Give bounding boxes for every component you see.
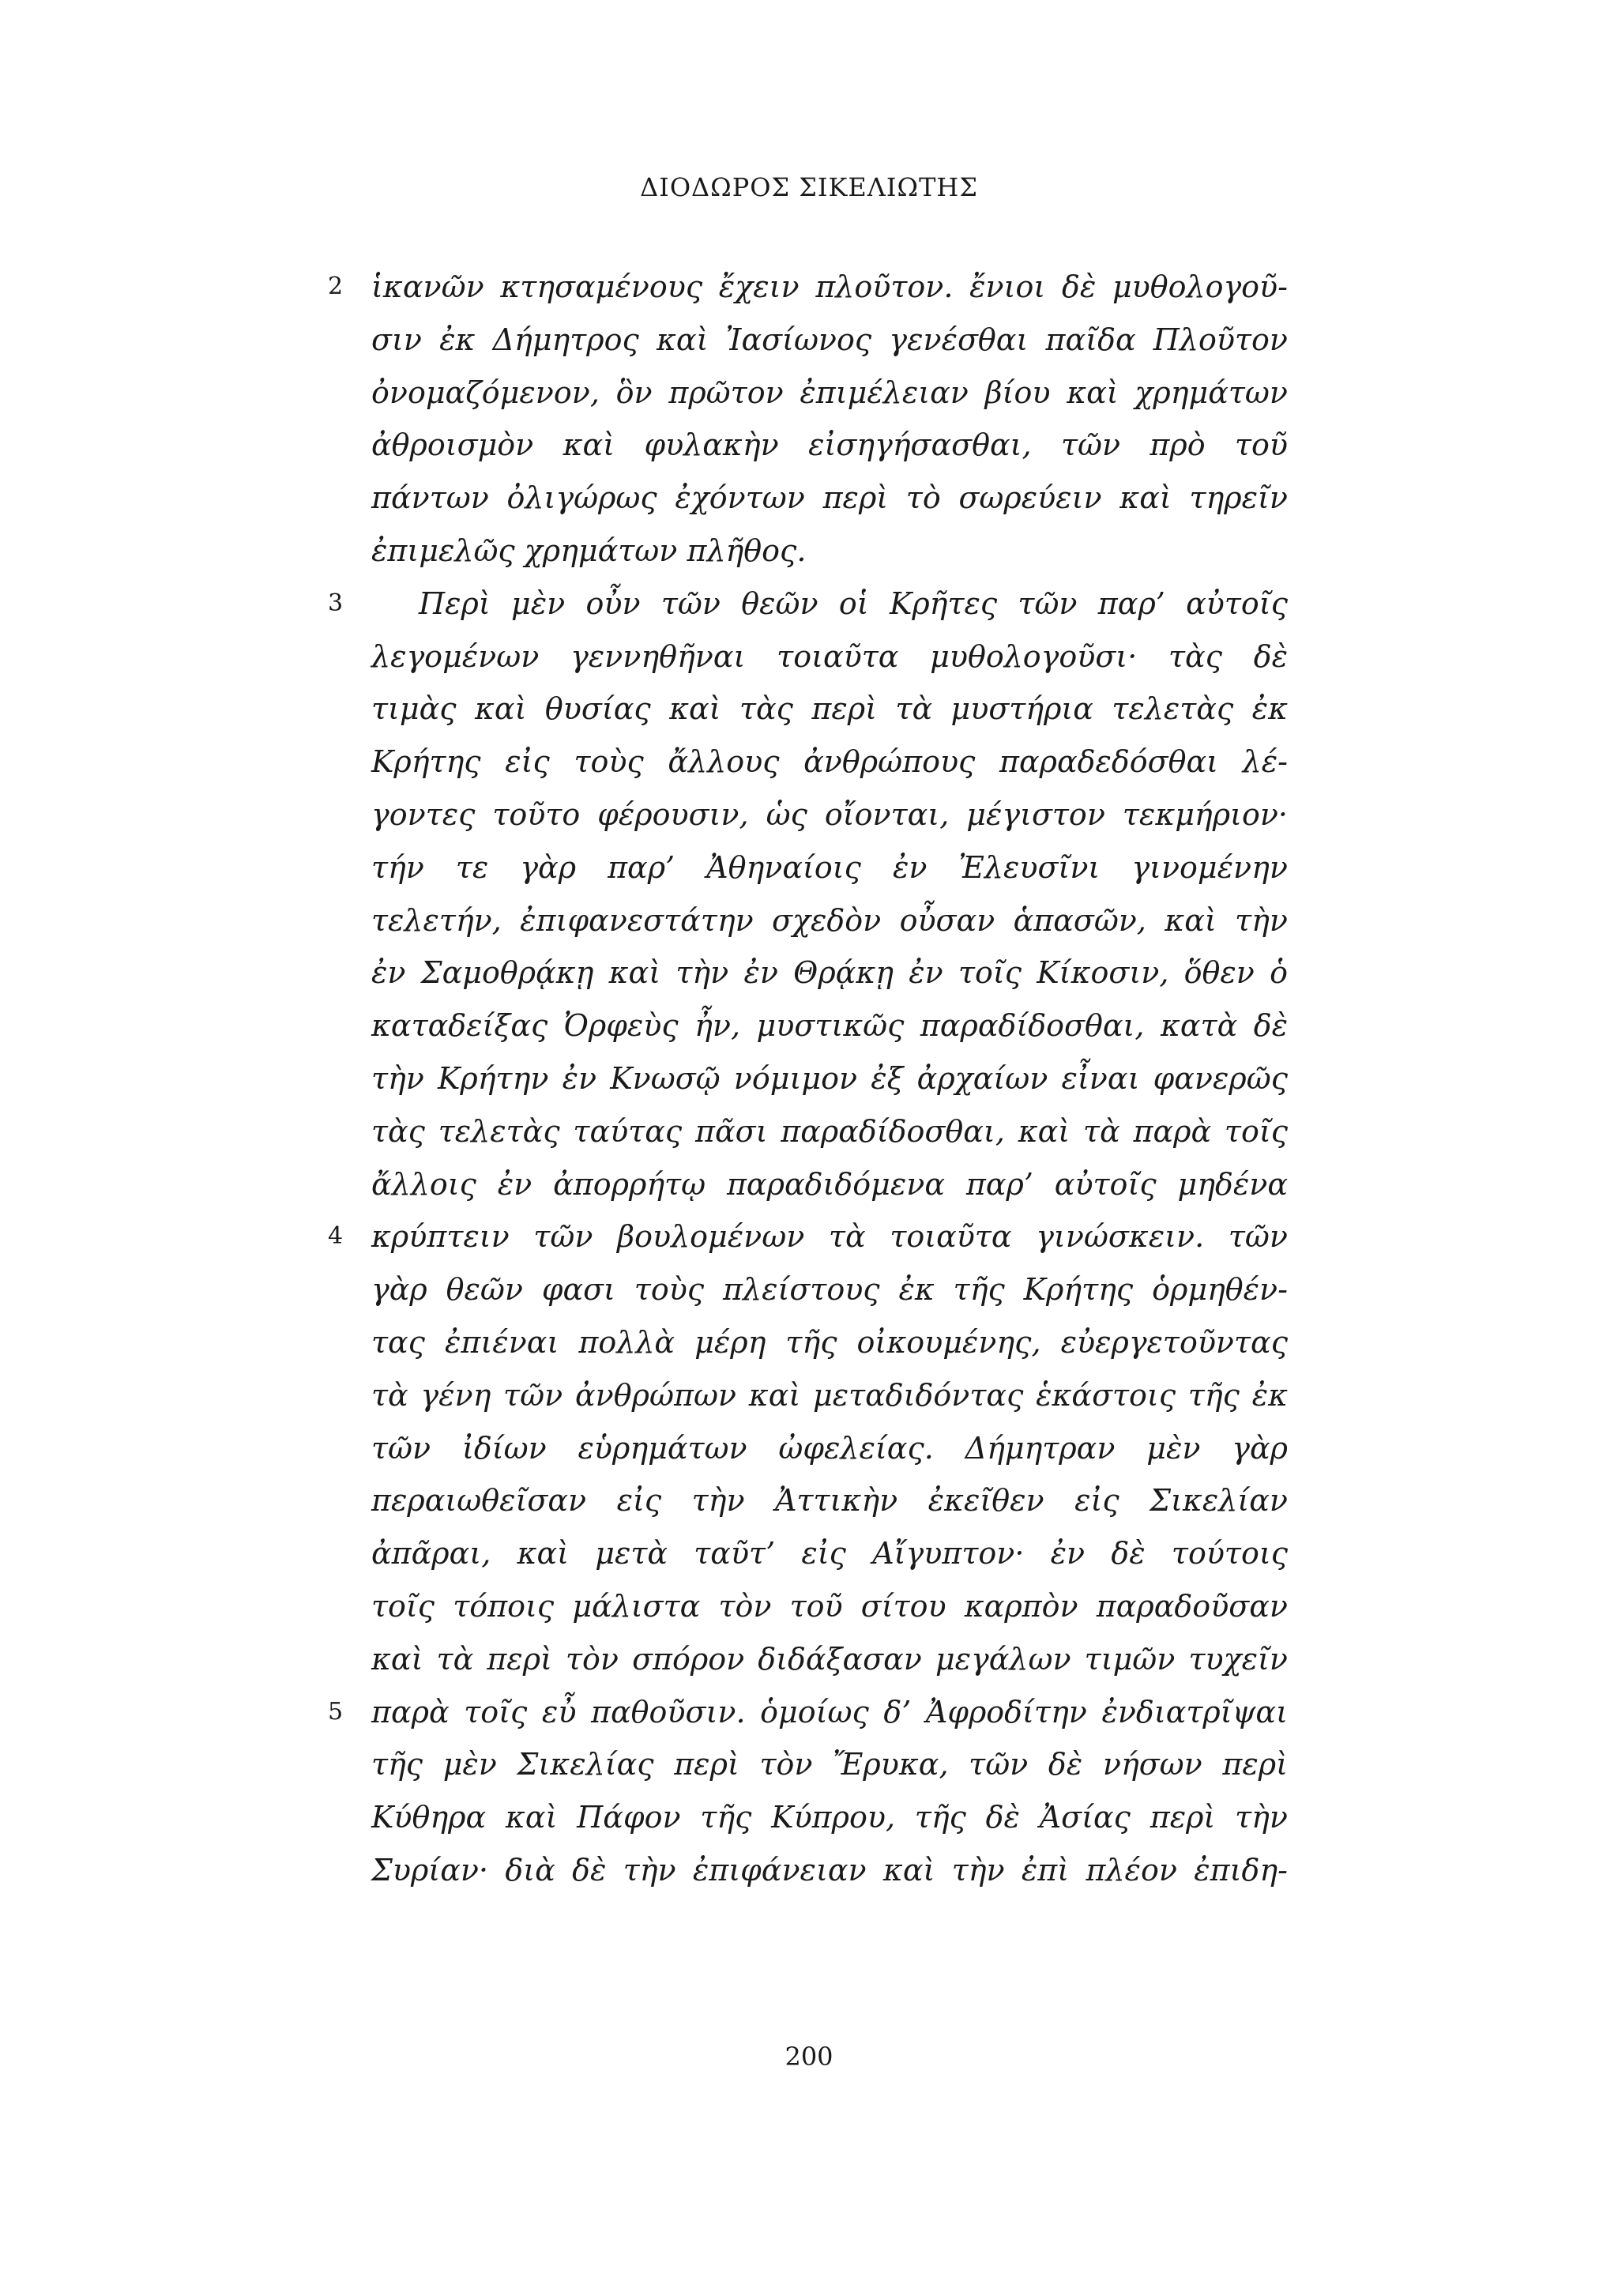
- text-line: [371, 1369, 1288, 1422]
- line-text: τὴν Κρήτην ἐν Κνωσῷ νόμιμον ἐξ ἀρχαίων εἶναι φανερῶς: [371, 1060, 1288, 1096]
- line-text: ὀνομαζόμενον, ὃν πρῶτον ἐπιμέλειαν βίου καὶ χρημάτων: [371, 375, 1288, 410]
- text-line: [371, 1158, 1288, 1211]
- line-text: γοντες τοῦτο φέρουσιν, ὡς οἴονται, μέγιστον τεκμήριον·: [371, 796, 1288, 832]
- text-line: [328, 261, 1288, 314]
- line-text: καὶ τὰ περὶ τὸν σπόρον διδάξασαν μεγάλων τιμῶν τυχεῖν: [371, 1641, 1288, 1677]
- text-line: [371, 1844, 1288, 1897]
- line-text: Περὶ μὲν οὖν τῶν θεῶν οἱ Κρῆτες τῶν παρ’ αὐτοῖς: [419, 585, 1288, 621]
- text-line: [371, 1474, 1288, 1527]
- text-line: [371, 1633, 1288, 1686]
- text-line: [371, 1105, 1288, 1158]
- line-text: τὰ γένη τῶν ἀνθρώπων καὶ μεταδιδόντας ἑκάστοις τῆς ἐκ: [371, 1377, 1288, 1413]
- section-number: 3: [328, 589, 344, 617]
- line-text: ἄλλοις ἐν ἀπορρήτῳ παραδιδόμενα παρ’ αὐτοῖς μηδένα: [371, 1166, 1288, 1202]
- running-head: ΔΙΟΔΩΡΟΣ ΣΙΚΕΛΙΩΤΗΣ: [640, 172, 978, 202]
- body-text: [328, 261, 1288, 1897]
- text-line: [328, 578, 1288, 630]
- text-line: [328, 1686, 1288, 1739]
- line-text: γὰρ θεῶν φασι τοὺς πλείστους ἐκ τῆς Κρήτης ὁρμηθέν-: [371, 1272, 1288, 1308]
- line-text: καταδείξας Ὀρφεὺς ἦν, μυστικῶς παραδίδοσθαι, κατὰ δὲ: [371, 1008, 1288, 1044]
- text-line: [371, 1580, 1288, 1633]
- line-text: ἀθροισμὸν καὶ φυλακὴν εἰσηγήσασθαι, τῶν πρὸ τοῦ: [371, 427, 1288, 463]
- line-text: τελετήν, ἐπιφανεστάτην σχεδὸν οὖσαν ἁπασῶν, καὶ τὴν: [371, 902, 1288, 938]
- line-text: τας ἐπιέναι πολλὰ μέρη τῆς οἰκουμένης, εὐεργετοῦντας: [371, 1324, 1288, 1360]
- line-text: τιμὰς καὶ θυσίας καὶ τὰς περὶ τὰ μυστήρια τελετὰς ἐκ: [371, 691, 1288, 727]
- line-text: τῶν ἰδίων εὑρημάτων ὠφελείας. Δήμητραν μὲν γὰρ: [371, 1430, 1288, 1466]
- line-text: ἱκανῶν κτησαμένους ἔχειν πλοῦτον. ἔνιοι δὲ μυθολογοῦ-: [371, 269, 1288, 304]
- section-number: 4: [328, 1222, 344, 1251]
- text-line: [371, 841, 1288, 894]
- text-line: [371, 736, 1288, 789]
- text-line: [371, 472, 1288, 525]
- text-line: [371, 419, 1288, 472]
- text-line: [371, 525, 1288, 578]
- text-line: [371, 1263, 1288, 1316]
- line-text: τήν τε γὰρ παρ’ Ἀθηναίοις ἐν Ἐλευσῖνι γινομένην: [371, 849, 1288, 885]
- text-line: [371, 1791, 1288, 1844]
- text-line: [371, 1527, 1288, 1580]
- text-line: [371, 1422, 1288, 1475]
- line-text: τοῖς τόποις μάλιστα τὸν τοῦ σίτου καρπὸν παραδοῦσαν: [371, 1588, 1288, 1624]
- text-line: [371, 1052, 1288, 1105]
- line-text: κρύπτειν τῶν βουλομένων τὰ τοιαῦτα γινώσκειν. τῶν: [371, 1219, 1288, 1255]
- text-line: [371, 947, 1288, 999]
- line-text: ἐπιμελῶς χρημάτων πλῆθος.: [371, 533, 807, 568]
- line-text: Κρήτης εἰς τοὺς ἄλλους ἀνθρώπους παραδεδόσθαι λέ-: [371, 744, 1288, 780]
- section-number: 2: [328, 273, 344, 300]
- text-line: [371, 894, 1288, 947]
- page-number: 200: [785, 2042, 833, 2072]
- text-line: [371, 314, 1288, 367]
- text-line: [371, 1738, 1288, 1791]
- line-text: πάντων ὀλιγώρως ἐχόντων περὶ τὸ σωρεύειν καὶ τηρεῖν: [371, 480, 1288, 516]
- line-text: παρὰ τοῖς εὖ παθοῦσιν. ὁμοίως δ’ Ἀφροδίτην ἐνδιατρῖψαι: [371, 1694, 1288, 1730]
- line-text: περαιωθεῖσαν εἰς τὴν Ἀττικὴν ἐκεῖθεν εἰς Σικελίαν: [371, 1483, 1288, 1519]
- text-line: [328, 1210, 1288, 1263]
- text-line: [371, 367, 1288, 420]
- line-text: τῆς μὲν Σικελίας περὶ τὸν Ἔρυκα, τῶν δὲ νήσων περὶ: [371, 1747, 1288, 1782]
- section-number: 5: [328, 1697, 344, 1726]
- line-text: τὰς τελετὰς ταύτας πᾶσι παραδίδοσθαι, καὶ τὰ παρὰ τοῖς: [371, 1113, 1288, 1149]
- text-line: [371, 630, 1288, 683]
- text-line: [371, 683, 1288, 736]
- text-line: [371, 999, 1288, 1052]
- line-text: ἐν Σαμοθρᾴκῃ καὶ τὴν ἐν Θρᾴκῃ ἐν τοῖς Κίκοσιν, ὅθεν ὁ: [371, 955, 1288, 991]
- text-line: [371, 1316, 1288, 1369]
- line-text: λεγομένων γεννηθῆναι τοιαῦτα μυθολογοῦσι· τὰς δὲ: [371, 638, 1288, 674]
- line-text: Κύθηρα καὶ Πάφον τῆς Κύπρου, τῆς δὲ Ἀσίας περὶ τὴν: [371, 1800, 1288, 1835]
- line-text: σιν ἐκ Δήμητρος καὶ Ἰασίωνος γενέσθαι παῖδα Πλοῦτον: [371, 322, 1288, 357]
- line-text: Συρίαν· διὰ δὲ τὴν ἐπιφάνειαν καὶ τὴν ἐπὶ πλέον ἐπιδη-: [371, 1852, 1288, 1888]
- text-line: [371, 789, 1288, 841]
- line-text: ἀπᾶραι, καὶ μετὰ ταῦτ’ εἰς Αἴγυπτον· ἐν δὲ τούτοις: [371, 1536, 1288, 1571]
